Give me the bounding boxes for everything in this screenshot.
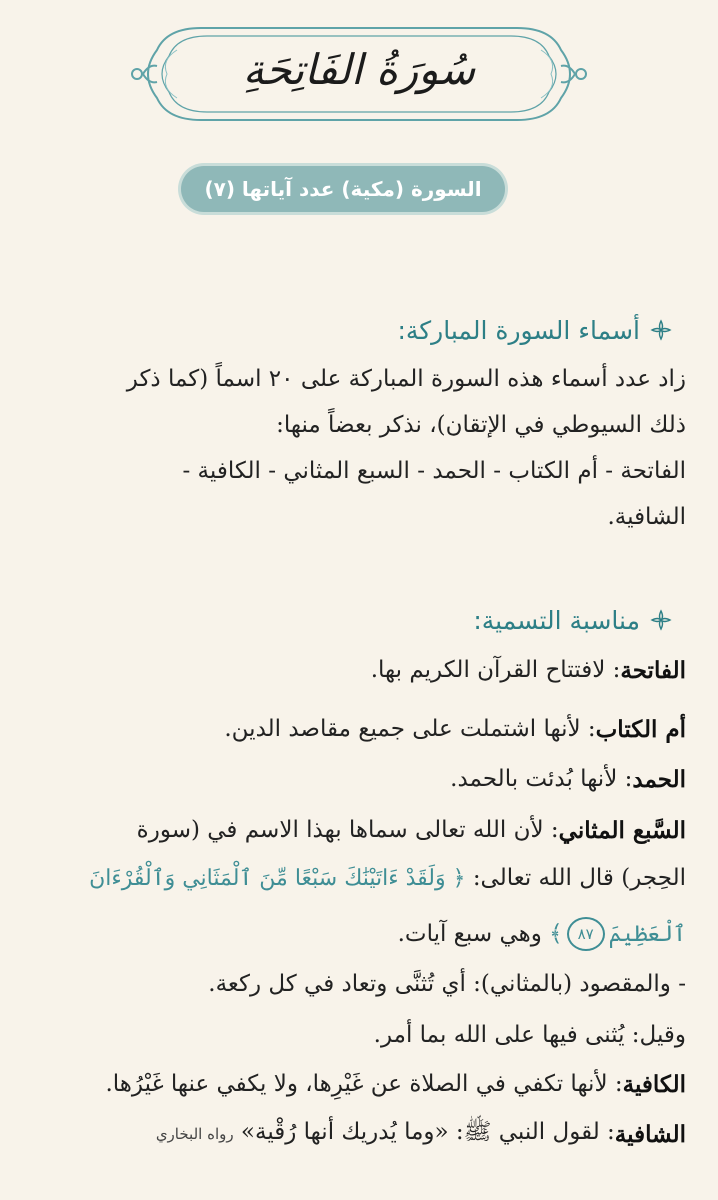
paragraph-line: ذلك السيوطي في الإتقان)، نذكر بعضاً منها: <box>276 412 686 438</box>
entry-hamd <box>30 757 686 801</box>
entry-term: الشافية <box>614 1120 686 1148</box>
entry-term: أم الكتاب <box>595 715 686 743</box>
entry-maqsud: - والمقصود (بالمثاني): أي تُثنَّى وتعاد في كل ركعة. <box>208 971 686 997</box>
entry-text: : لأنها اشتملت على جميع مقاصد الدين. <box>224 716 596 742</box>
entry-qil: وقيل: يُثنى فيها على الله بما أمر. <box>373 1022 686 1048</box>
flower-ornament-icon <box>650 609 672 631</box>
quran-verse: ﴿ وَلَقَدْ ءَاتَيْنَٰكَ سَبْعًا مِّنَ ٱلْمَثَانِي وَٱلْقُرْءَانَ <box>89 865 466 891</box>
entry-text: : لافتتاح القرآن الكريم بها. <box>370 657 621 683</box>
verse-number-badge: ٨٧ <box>567 917 605 951</box>
entry-text: : لأن الله تعالى سماها بهذا الاسم في (سورة <box>136 817 559 843</box>
paragraph-line: زاد عدد أسماء هذه السورة المباركة على ٢٠ اسماً (كما ذكر <box>126 366 686 392</box>
entry-text: الحِجر) قال الله تعالى: <box>472 865 686 891</box>
entry-kafiya <box>30 1062 686 1106</box>
entry-term: الحمد <box>632 765 686 793</box>
surah-info-badge: السورة (مكية) عدد آياتها (٧) <box>181 166 505 212</box>
verse-close-bracket: ﴾ <box>549 921 563 947</box>
section-heading-text: مناسبة التسمية: <box>473 605 640 635</box>
surah-title: سُورَةُ الفَاتِحَةِ <box>242 44 476 94</box>
entry-text: وهي سبع آيات. <box>397 921 542 947</box>
paragraph-line: الفاتحة - أم الكتاب - الحمد - السبع المثاني - الكافية - <box>182 458 686 484</box>
flower-ornament-icon <box>650 319 672 341</box>
section-heading-naming <box>473 600 672 640</box>
entry-sab-mathani <box>30 808 686 852</box>
entry-text: : لأنها تكفي في الصلاة عن غَيْرِها، ولا يكفي عنها غَيْرُها. <box>105 1071 623 1097</box>
entry-text: : لأنها بُدئت بالحمد. <box>450 766 633 792</box>
hadith-source: رواه البخاري <box>155 1125 234 1143</box>
entry-umm-al-kitab <box>30 707 686 751</box>
entry-shafiya <box>30 1112 686 1156</box>
paragraph-line: الشافية. <box>607 504 686 530</box>
entry-term: السَّبع المثاني <box>558 816 686 844</box>
entry-text: : لقول النبي ﷺ: «وما يُدريك أنها رُقْية» <box>240 1119 615 1145</box>
section-heading-names <box>397 310 672 350</box>
section-heading-text: أسماء السورة المباركة: <box>397 315 640 345</box>
quran-verse: ٱلْعَظِيمَ <box>608 921 686 947</box>
entry-term: الكافية <box>622 1070 686 1098</box>
entry-sab-mathani-line3 <box>30 912 686 956</box>
entry-term: الفاتحة <box>620 656 686 684</box>
entry-fatiha <box>30 648 686 692</box>
entry-sab-mathani-line2 <box>30 856 686 900</box>
